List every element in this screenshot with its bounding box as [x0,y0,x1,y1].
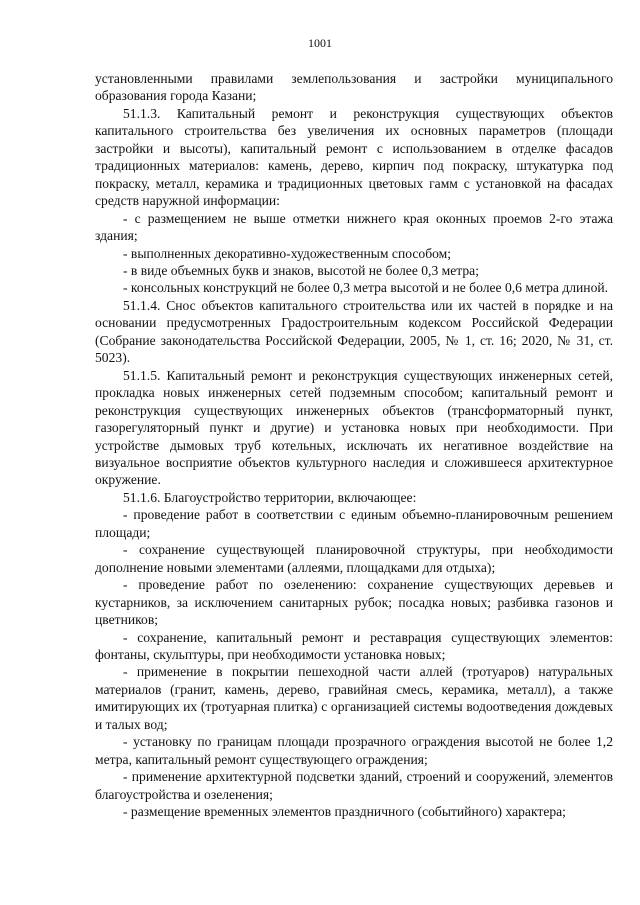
list-item: - консольных конструкций не более 0,3 метра высотой и не более 0,6 метра длиной. [123,280,609,296]
paragraph-51-1-6: 51.1.6. Благоустройство территории, включающее: [123,489,417,505]
paragraph-51-1-4: 51.1.4. Снос объектов капитального строительства или их частей в порядке и на основании предусмотренных Градостроительным кодексом Российской Федерации (Собрание законодательства Российской Федерации, 2005, № 1, ст. 16; 2020, № 31, ст. 5023). [95,297,613,366]
paragraph-51-1-3: 51.1.3. Капитальный ремонт и реконструкция существующих объектов капитального строительства без увеличения их основных параметров (площади застройки и высоты), капитальный ремонт с использованием в отделке фасадов традиционных материалов: камень, дерево, кирпич под покраску, штукатурка под покраску, металл, керамика и традиционных цветовых гамм с установкой на фасадах средств наружной информации: [95,105,613,209]
paragraph-51-1-5: 51.1.5. Капитальный ремонт и реконструкция существующих инженерных сетей, прокладка новых инженерных сетей подземным способом; капитальный ремонт и реконструкция существующих инженерных объектов (трансформаторный пункт, газорегуляторный пункт и другие) и установка новых при необходимости. При устройстве дымовых труб котельных, исключать их негативное воздействие на визуальное восприятие объектов культурного наследия и сложившееся архитектурное окружение. [95,367,613,488]
list-item: - выполненных декоративно-художественным способом; [123,245,452,261]
list-item: - сохранение существующей планировочной структуры, при необходимости дополнение новыми элементами (аллеями, площадками для отдыха); [95,542,613,575]
list-item: - в виде объемных букв и знаков, высотой не более 0,3 метра; [123,262,479,278]
list-item: - применение архитектурной подсветки зданий, строений и сооружений, элементов благоустройства и озеленения; [95,769,613,802]
list-item: - применение в покрытии пешеходной части аллей (тротуаров) натуральных материалов (гранит, камень, дерево, гравийная смесь, керамика, металл), а также имитирующих их (тротуарная плитка) с организацией системы водоотведения дождевых и талых вод; [95,664,613,732]
page-number: 1001 [308,36,332,50]
document-body [95,70,613,820]
list-item: - с размещением не выше отметки нижнего края оконных проемов 2-го этажа здания; [95,210,613,244]
list-item: - установку по границам площади прозрачного ограждения высотой не более 1,2 метра, капитальный ремонт существующего ограждения; [95,734,613,767]
list-item: - проведение работ в соответствии с единым объемно-планировочным решением площади; [95,507,613,540]
list-item: - размещение временных элементов праздничного (событийного) характера; [123,804,566,820]
list-item: - проведение работ по озеленению: сохранение существующих деревьев и кустарников, за исключением санитарных рубок; посадка новых; разбивка газонов и цветников; [95,577,613,628]
paragraph-continuation: установленными правилами землепользования и застройки муниципального образования города Казани; [95,71,613,104]
list-item: - сохранение, капитальный ремонт и реставрация существующих элементов: фонтаны, скульптуры, при необходимости установка новых; [95,629,613,662]
